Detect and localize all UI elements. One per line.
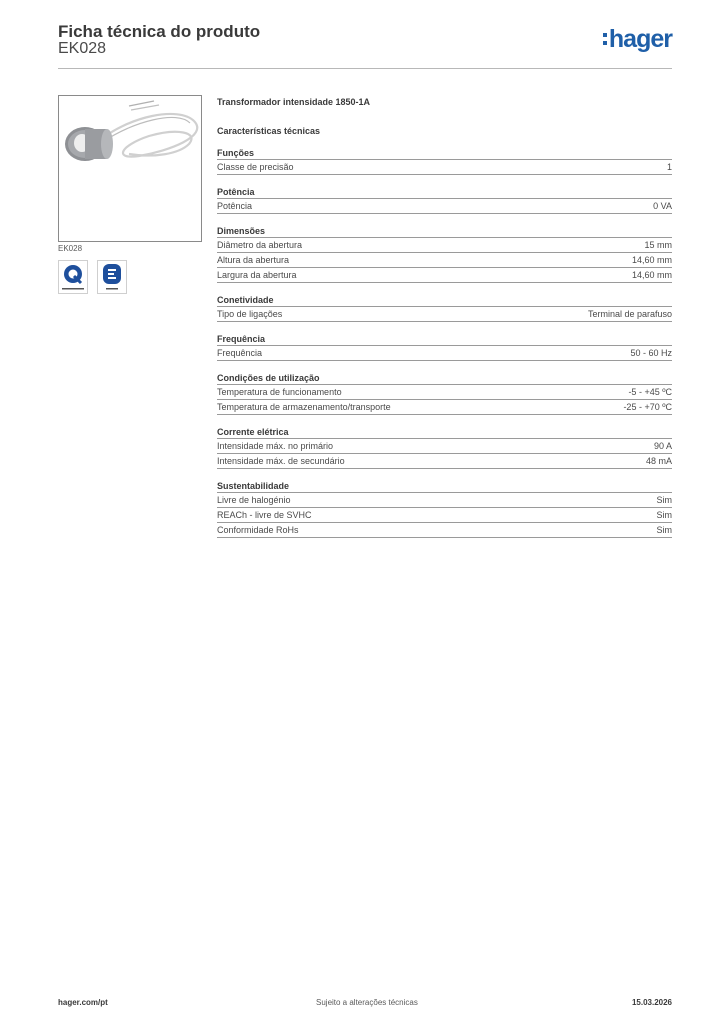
document-title: Ficha técnica do produto bbox=[58, 22, 261, 41]
spec-value: Terminal de parafuso bbox=[587, 309, 672, 319]
spec-row bbox=[217, 200, 672, 214]
spec-label: REACh - livre de SVHC bbox=[217, 510, 312, 520]
spec-value: -5 - +45 ºC bbox=[628, 387, 672, 397]
group-title: Condições de utilização bbox=[217, 372, 672, 385]
spec-row bbox=[217, 347, 672, 361]
spec-label: Frequência bbox=[217, 348, 263, 358]
spec-label: Intensidade máx. de secundário bbox=[217, 456, 345, 466]
e-mark-cert-icon bbox=[97, 260, 127, 294]
spec-row bbox=[217, 509, 672, 523]
spec-row bbox=[217, 239, 672, 253]
spec-row bbox=[217, 440, 672, 454]
spec-row bbox=[217, 308, 672, 322]
spec-row bbox=[217, 269, 672, 283]
footer-date: 15.03.2026 bbox=[631, 998, 672, 1007]
group-title: Funções bbox=[217, 147, 672, 160]
spec-group-dimensoes bbox=[217, 225, 672, 283]
spec-value: 14,60 mm bbox=[631, 270, 672, 280]
spec-label: Livre de halogénio bbox=[217, 495, 291, 505]
group-title: Potência bbox=[217, 186, 672, 199]
spec-value: Sim bbox=[656, 495, 672, 505]
spec-row bbox=[217, 524, 672, 538]
spec-label: Conformidade RoHs bbox=[217, 525, 299, 535]
spec-label: Tipo de ligações bbox=[217, 309, 283, 319]
spec-row bbox=[217, 386, 672, 400]
spec-group-sustentabilidade bbox=[217, 480, 672, 538]
footer-note: Sujeito a alterações técnicas bbox=[316, 998, 418, 1007]
group-title: Sustentabilidade bbox=[217, 480, 672, 493]
group-title: Corrente elétrica bbox=[217, 426, 672, 439]
footer-website-link[interactable]: hager.com/pt bbox=[58, 998, 108, 1007]
technical-specs bbox=[217, 96, 672, 538]
group-title: Conetividade bbox=[217, 294, 672, 307]
spec-label: Largura da abertura bbox=[217, 270, 297, 280]
spec-value: Sim bbox=[656, 525, 672, 535]
hager-logo[interactable] bbox=[603, 26, 672, 52]
header-divider bbox=[58, 68, 672, 69]
spec-value: 90 A bbox=[653, 441, 672, 451]
spec-group-corrente-eletrica bbox=[217, 426, 672, 469]
quality-cert-icon bbox=[58, 260, 88, 294]
spec-label: Temperatura de funcionamento bbox=[217, 387, 342, 397]
spec-label: Intensidade máx. no primário bbox=[217, 441, 334, 451]
spec-label: Classe de precisão bbox=[217, 162, 294, 172]
spec-group-frequencia bbox=[217, 333, 672, 361]
logo-text: hager bbox=[608, 25, 672, 53]
spec-value: 14,60 mm bbox=[631, 255, 672, 265]
certification-badges bbox=[58, 260, 136, 294]
spec-row bbox=[217, 401, 672, 415]
spec-value: 48 mA bbox=[645, 456, 672, 466]
spec-value: 50 - 60 Hz bbox=[630, 348, 672, 358]
spec-label: Altura da abertura bbox=[217, 255, 290, 265]
page-header bbox=[58, 20, 672, 70]
spec-value: Sim bbox=[656, 510, 672, 520]
group-title: Frequência bbox=[217, 333, 672, 346]
image-caption: EK028 bbox=[58, 244, 83, 253]
spec-group-funcoes bbox=[217, 147, 672, 175]
spec-value: -25 - +70 ºC bbox=[623, 402, 672, 412]
spec-row bbox=[217, 161, 672, 175]
spec-value: 0 VA bbox=[653, 201, 672, 211]
spec-group-conetividade bbox=[217, 294, 672, 322]
logo-dots-icon bbox=[603, 31, 607, 47]
spec-row bbox=[217, 494, 672, 508]
product-code: EK028 bbox=[58, 40, 107, 57]
spec-label: Temperatura de armazenamento/transporte bbox=[217, 402, 391, 412]
spec-group-potencia bbox=[217, 186, 672, 214]
spec-label: Potência bbox=[217, 201, 253, 211]
spec-value: 15 mm bbox=[644, 240, 672, 250]
group-title: Dimensões bbox=[217, 225, 672, 238]
spec-row bbox=[217, 254, 672, 268]
current-transformer-image bbox=[59, 96, 201, 241]
product-name: Transformador intensidade 1850-1A bbox=[217, 97, 371, 107]
product-image-frame bbox=[58, 95, 202, 242]
spec-label: Diâmetro da abertura bbox=[217, 240, 303, 250]
spec-row bbox=[217, 455, 672, 469]
section-heading: Características técnicas bbox=[217, 126, 321, 136]
spec-group-condicoes-utilizacao bbox=[217, 372, 672, 415]
spec-value: 1 bbox=[666, 162, 672, 172]
